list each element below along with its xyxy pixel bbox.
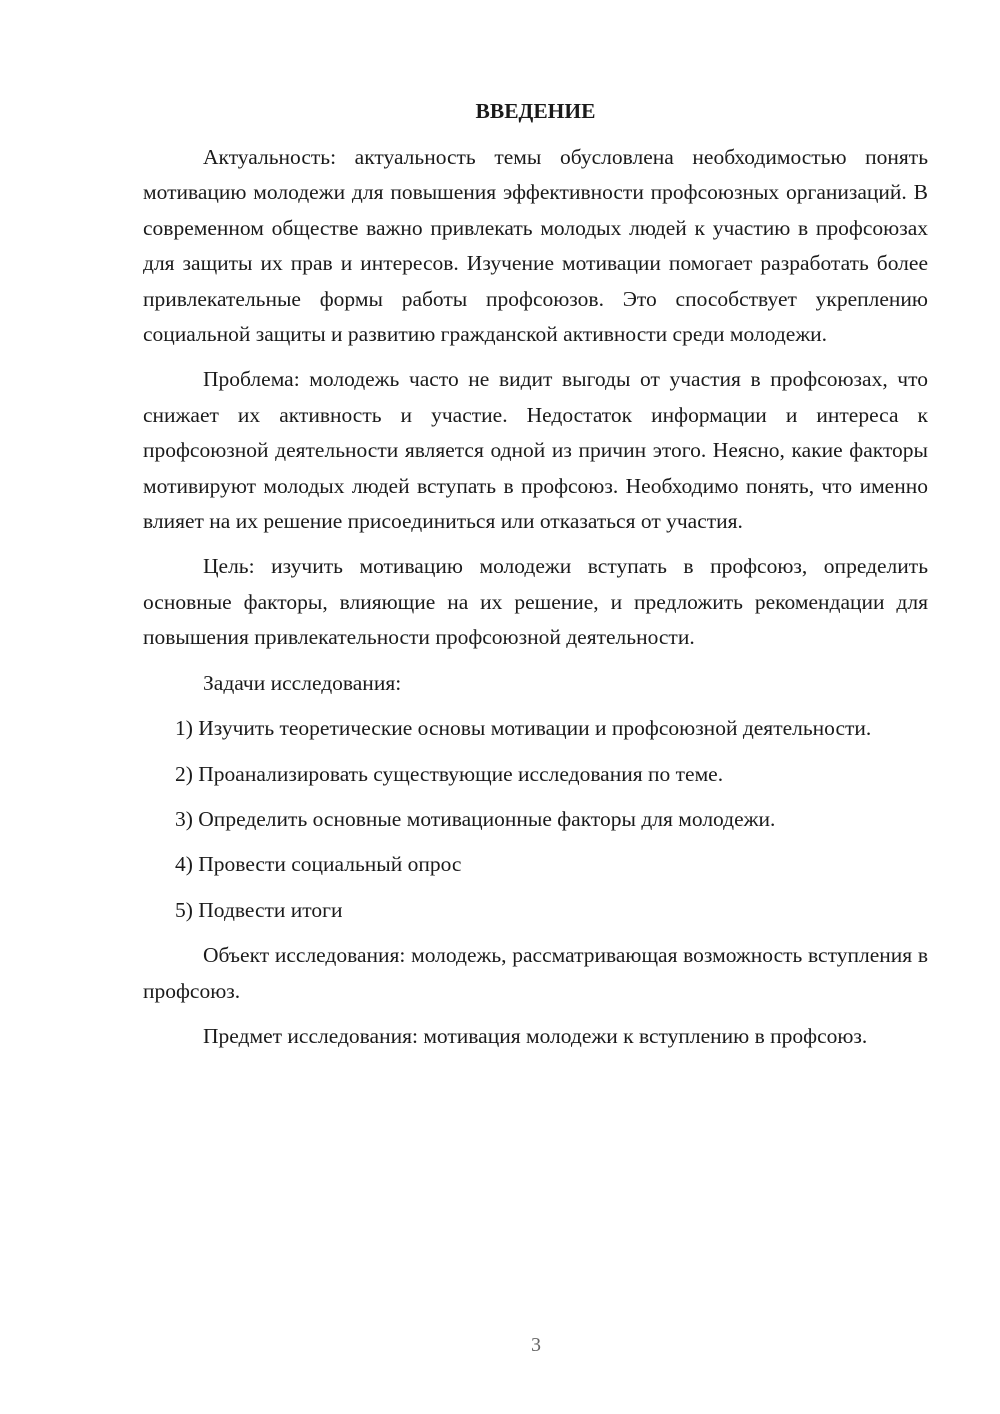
section-heading: ВВЕДЕНИЕ <box>475 99 596 123</box>
task-item-3: 3) Определить основные мотивационные факторы для молодежи. <box>175 806 776 831</box>
paragraph-goal: Цель: изучить мотивацию молодежи вступать в профсоюз, определить основные факторы, влияющие на их решение, и предложить рекомендации для повышения привлекательности профсоюзной деятельности. <box>143 554 928 650</box>
task-item-5: 5) Подвести итоги <box>175 897 343 922</box>
task-item-4: 4) Провести социальный опрос <box>175 852 462 877</box>
paragraph-problem: Проблема: молодежь часто не видит выгоды от участия в профсоюзах, что снижает их активность и участие. Недостаток информации и интереса к профсоюзной деятельности является одной из причин этого. Неясно, какие факторы мотивируют молодых людей вступать в профсоюз. Необходимо понять, что именно влияет на их решение присоединиться или отказаться от участия. <box>143 367 928 534</box>
paragraph-subject: Предмет исследования: мотивация молодежи к вступлению в профсоюз. <box>203 1023 868 1048</box>
task-list <box>143 711 928 928</box>
paragraph-object: Объект исследования: молодежь, рассматривающая возможность вступления в профсоюз. <box>143 943 928 1003</box>
paragraph-relevance: Актуальность: актуальность темы обусловлена необходимостью понять мотивацию молодежи для повышения эффективности профсоюзных организаций. В современном обществе важно привлекать молодых людей к участию в профсоюзах для защиты их прав и интересов. Изучение мотивации помогает разработать более привлекательные формы работы профсоюзов. Это способствует укреплению социальной защиты и развитию гражданской активности среди молодежи. <box>143 145 928 347</box>
task-item-1: 1) Изучить теоретические основы мотивации и профсоюзной деятельности. <box>175 716 872 741</box>
page-number: 3 <box>531 1334 541 1356</box>
paragraph-tasks-intro: Задачи исследования: <box>203 670 402 695</box>
document-body <box>143 96 928 1064</box>
task-item-2: 2) Проанализировать существующие исследования по теме. <box>175 761 724 786</box>
